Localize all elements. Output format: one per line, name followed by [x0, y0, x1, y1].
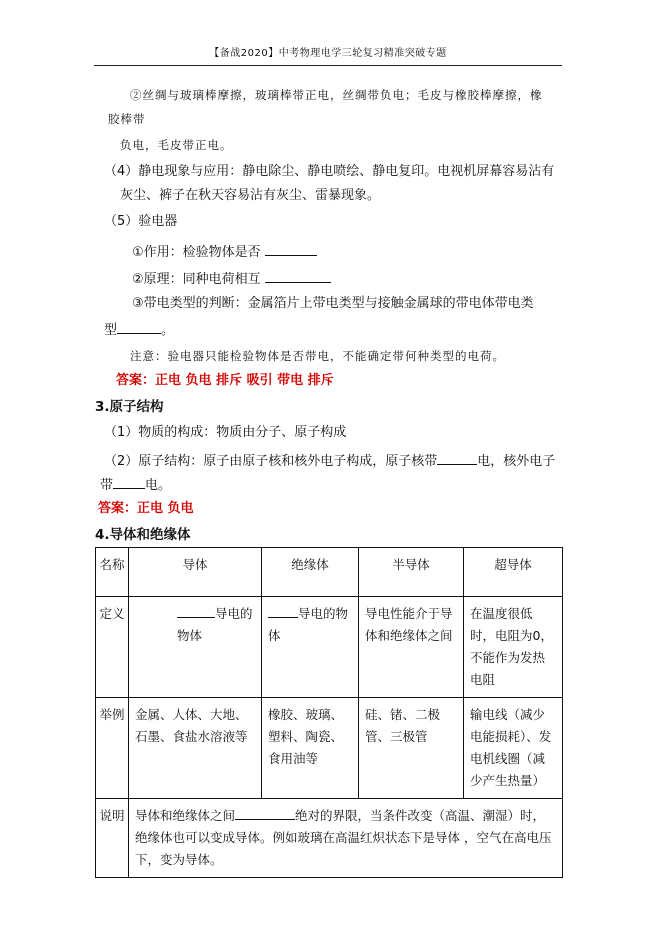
table-row-explanation	[96, 799, 563, 878]
electroscope-judgement: ③带电类型的判断：金属箔片上带电类型与接触金属球的带电体带电类	[132, 296, 534, 311]
header-name: 名称	[96, 548, 129, 597]
electron-prefix: 带	[100, 478, 114, 493]
electron-suffix: 电。	[145, 478, 172, 493]
fill-blank	[117, 319, 161, 334]
cell-insulator-examples: 橡胶、玻璃、塑料、陶瓷、食用油等	[262, 698, 359, 799]
cell-conductor-examples: 金属、人体、大地、石墨、食盐水溶液等	[129, 698, 262, 799]
conductor-definition-text: 导电的物体	[177, 606, 253, 643]
fill-blank	[177, 603, 215, 618]
electroscope-function	[132, 241, 317, 262]
table-row-examples	[96, 698, 563, 799]
cell-conductor-definition	[129, 597, 262, 698]
paragraph-fur-charge: 负电，毛皮带正电。	[120, 138, 233, 152]
header-semiconductor: 半导体	[359, 548, 464, 597]
cell-semiconductor-examples: 硅、锗、二极管、三极管	[359, 698, 464, 799]
cell-superconductor-examples: 输电线（减少电能损耗）、发电机线圈（减少产生热量）	[464, 698, 563, 799]
cell-insulator-definition	[262, 597, 359, 698]
fill-blank	[268, 603, 298, 618]
paragraph-silk-glass: ②丝绸与玻璃棒摩擦，玻璃棒带正电，丝绸带负电；毛皮与橡胶棒摩擦，橡	[130, 88, 543, 102]
electroscope-principle	[132, 268, 331, 289]
fill-blank	[265, 268, 331, 283]
paragraph-rubber-rod: 胶棒带	[108, 112, 146, 126]
cell-explanation	[129, 799, 563, 878]
paragraph-matter-composition: （1）物质的构成：物质由分子、原子构成	[104, 425, 347, 440]
row-label-examples: 举例	[96, 698, 129, 799]
note-electroscope: 注意：验电器只能检验物体是否带电，不能确定带何种类型的电荷。	[130, 349, 505, 363]
paragraph-electron-charge	[100, 474, 171, 495]
section-title-atomic-structure: 3.原子结构	[95, 399, 164, 415]
paragraph-static-applications: （4）静电现象与应用：静电除尘、静电喷绘、静电复印。电视机屏幕容易沾有	[104, 164, 555, 179]
header-conductor: 导体	[129, 548, 262, 597]
section-title-conductors-insulators: 4.导体和绝缘体	[95, 527, 191, 543]
paragraph-atom-structure	[104, 450, 555, 471]
atom-structure-text: （2）原子结构：原子由原子核和核外电子构成，原子核带	[104, 454, 438, 469]
conductor-comparison-table	[95, 547, 563, 878]
fill-blank	[437, 450, 477, 465]
row-label-definition: 定义	[96, 597, 129, 698]
fill-blank	[235, 805, 295, 820]
explanation-text-a: 导体和绝缘体之间	[135, 808, 236, 823]
explanation-text-b: 绝对的界限，当条件改变（高温、潮湿）时，绝缘体也可以变成导体。例如玻璃在高温红炽状态下是导体 ，空气在高电压下，变为导体。	[135, 808, 552, 867]
answer-electroscope: 答案：正电 负电 排斥 吸引 带电 排斥	[116, 373, 334, 388]
answer-atomic: 答案：正电 负电	[98, 501, 194, 516]
header-superconductor: 超导体	[464, 548, 563, 597]
insulator-definition-text: 导电的物体	[268, 606, 349, 643]
cell-semiconductor-definition: 导电性能介于导体和绝缘体之间	[359, 597, 464, 698]
paragraph-static-examples: 灰尘、裤子在秋天容易沾有灰尘、雷暴现象。	[120, 188, 381, 203]
fill-blank	[113, 474, 145, 489]
fill-blank	[265, 241, 317, 256]
header-insulator: 绝缘体	[262, 548, 359, 597]
table-header-row	[96, 548, 563, 597]
electroscope-type-line	[104, 319, 174, 340]
cell-superconductor-definition: 在温度很低时，电阻为0，不能作为发热电阻	[464, 597, 563, 698]
page-header: 【备战2020】中考物理电学三轮复习精准突破专题	[94, 44, 562, 66]
electroscope-principle-text: ②原理：同种电荷相互	[132, 272, 261, 287]
type-suffix: 。	[161, 323, 175, 338]
electroscope-function-text: ①作用：检验物体是否	[132, 245, 261, 260]
atom-structure-text-end: 电，核外电子	[477, 454, 556, 469]
type-prefix: 型	[104, 323, 118, 338]
row-label-explanation: 说明	[96, 799, 129, 878]
heading-electroscope: （5）验电器	[104, 214, 178, 229]
table-row-definition	[96, 597, 563, 698]
